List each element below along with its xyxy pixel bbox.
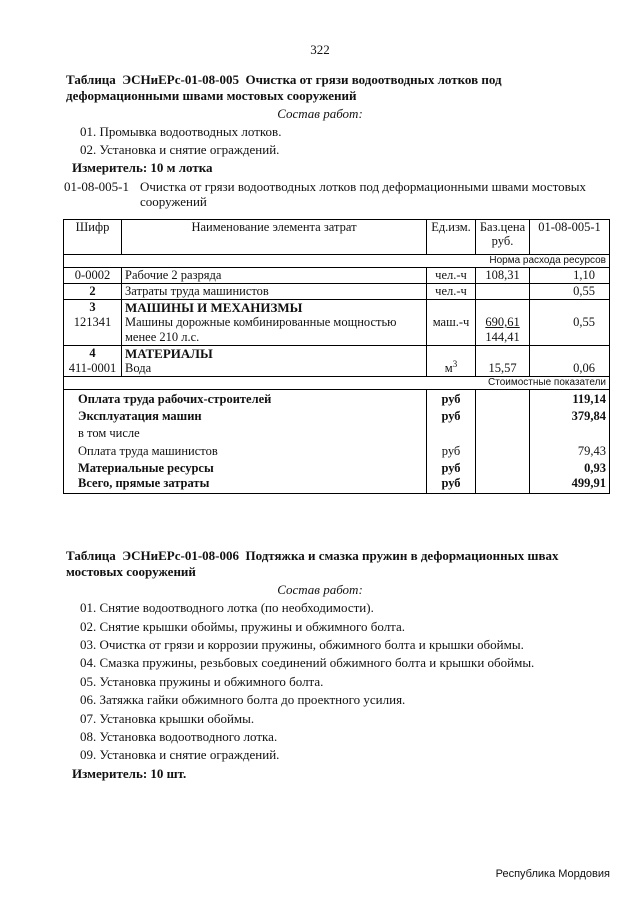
- header-column-code: 01-08-005-1: [530, 220, 610, 255]
- row-price: 15,57: [476, 346, 530, 377]
- row-price: [476, 300, 530, 346]
- resource-table: [63, 219, 610, 494]
- table1-sostav-heading: Состав работ:: [277, 106, 363, 121]
- cost-row: [64, 459, 610, 476]
- cost-label: Оплата труда машинистов: [64, 441, 427, 459]
- row-name: [122, 346, 427, 377]
- row-unit: чел.-ч: [427, 268, 476, 284]
- section-number: 3: [89, 300, 96, 314]
- header-price: [476, 220, 530, 255]
- header-unit: Ед.изм.: [427, 220, 476, 255]
- cost-value: 0,93: [530, 459, 610, 476]
- row-name: Рабочие 2 разряда: [122, 268, 427, 284]
- table1-work-item: 02. Установка и снятие ограждений.: [80, 142, 280, 157]
- row-name: [122, 300, 427, 346]
- table2-measure: Измеритель: 10 шт.: [72, 766, 187, 781]
- table-row: [64, 284, 610, 300]
- row-unit: чел.-ч: [427, 284, 476, 300]
- cost-value: 119,14: [530, 390, 610, 408]
- page-number: 322: [310, 42, 330, 57]
- table2-work-item: 04. Смазка пружины, резьбовых соединений обжимного болта и крышки обоймы.: [80, 655, 535, 670]
- cost-row: [64, 424, 610, 441]
- cost-unit: руб: [427, 441, 476, 459]
- row-name-line1: Машины дорожные комбинированные мощностью: [125, 315, 397, 329]
- row-price-1: 690,61: [485, 315, 520, 329]
- norm-caption: Норма расхода ресурсов: [64, 255, 610, 268]
- cost-label: Оплата труда рабочих-строителей: [64, 390, 427, 408]
- table1-title-line1: Таблица ЭСНиЕРс-01-08-005 Очистка от грязи водоотводных лотков под: [66, 72, 502, 87]
- cost-label: Материальные ресурсы: [64, 459, 427, 476]
- row-value: 0,55: [530, 300, 610, 346]
- table1-title: [66, 72, 586, 104]
- header-price-line2: руб.: [491, 234, 514, 248]
- table2-title: [66, 548, 586, 580]
- row-code-value: 411-0001: [68, 361, 117, 375]
- table2-work-item: 01. Снятие водоотводного лотка (по необходимости).: [80, 600, 374, 615]
- table2-work-item: 03. Очистка от грязи и коррозии пружины, обжимного болта и крышки обоймы.: [80, 637, 524, 652]
- row-code: [64, 346, 122, 377]
- cost-unit: руб: [427, 459, 476, 476]
- cost-unit: руб: [427, 476, 476, 494]
- table-row: [64, 268, 610, 284]
- row-price-2: 144,41: [485, 330, 520, 344]
- table2-title-line1: Таблица ЭСНиЕРс-01-08-006 Подтяжка и смазка пружин в деформационных швах: [66, 548, 559, 563]
- cost-label: Эксплуатация машин: [64, 407, 427, 424]
- cost-value: 79,43: [530, 441, 610, 459]
- unit-text: м: [444, 361, 453, 375]
- cost-row: [64, 441, 610, 459]
- row-code: 2: [64, 284, 122, 300]
- table2-work-item: 09. Установка и снятие ограждений.: [80, 747, 280, 762]
- cost-label: Всего, прямые затраты: [64, 476, 427, 494]
- table1-code-description: [140, 179, 610, 209]
- table2-work-item: 08. Установка водоотводного лотка.: [80, 729, 278, 744]
- table2-sostav-heading: Состав работ:: [277, 582, 363, 597]
- table-header-row: [64, 220, 610, 255]
- cost-value: 379,84: [530, 407, 610, 424]
- header-shifr: Шифр: [64, 220, 122, 255]
- norm-caption-row: [64, 255, 610, 268]
- section-title: МАТЕРИАЛЫ: [125, 346, 213, 361]
- cost-value: 499,91: [530, 476, 610, 494]
- table2-work-item: 05. Установка пружины и обжимного болта.: [80, 674, 324, 689]
- row-price: 108,31: [476, 268, 530, 284]
- cost-row: [64, 476, 610, 494]
- section-number: 4: [89, 346, 96, 360]
- table-row: [64, 300, 610, 346]
- row-code: [64, 300, 122, 346]
- section-title: МАШИНЫ И МЕХАНИЗМЫ: [125, 300, 303, 315]
- row-unit: маш.-ч: [427, 300, 476, 346]
- table1-work-item: 01. Промывка водоотводных лотков.: [80, 124, 282, 139]
- cost-unit: руб: [427, 407, 476, 424]
- cost-row: [64, 407, 610, 424]
- cost-label: в том числе: [64, 424, 427, 441]
- table2-work-item: 02. Снятие крышки обоймы, пружины и обжимного болта.: [80, 619, 406, 634]
- code-desc-line2: сооружений: [140, 194, 207, 209]
- table2-title-line2: мостовых сооружений: [66, 564, 196, 579]
- footer-region: Республика Мордовия: [495, 868, 610, 880]
- row-name-line2: менее 210 л.с.: [125, 330, 200, 344]
- cost-caption: Стоимостные показатели: [64, 377, 610, 390]
- table-row: [64, 346, 610, 377]
- row-value: 1,10: [530, 268, 610, 284]
- cost-caption-row: [64, 377, 610, 390]
- row-name-value: Вода: [125, 361, 152, 375]
- cost-row: [64, 390, 610, 408]
- table1-title-line2: деформационными швами мостовых сооружений: [66, 88, 357, 103]
- row-value: 0,06: [530, 346, 610, 377]
- unit-superscript: 3: [452, 358, 458, 369]
- row-unit: [427, 346, 476, 377]
- table2-work-item: 07. Установка крышки обоймы.: [80, 711, 255, 726]
- row-code-value: 121341: [73, 315, 112, 329]
- row-name: Затраты труда машинистов: [122, 284, 427, 300]
- table1-measure: Измеритель: 10 м лотка: [72, 160, 213, 175]
- table2-work-item: 06. Затяжка гайки обжимного болта до проектного усилия.: [80, 692, 406, 707]
- table1-code: 01-08-005-1: [64, 179, 129, 194]
- code-desc-line1: Очистка от грязи водоотводных лотков под деформационными швами мостовых: [140, 179, 586, 194]
- header-price-line1: Баз.цена: [479, 220, 526, 234]
- header-name: Наименование элемента затрат: [122, 220, 427, 255]
- row-code: 0-0002: [64, 268, 122, 284]
- row-value: 0,55: [530, 284, 610, 300]
- cost-unit: руб: [427, 390, 476, 408]
